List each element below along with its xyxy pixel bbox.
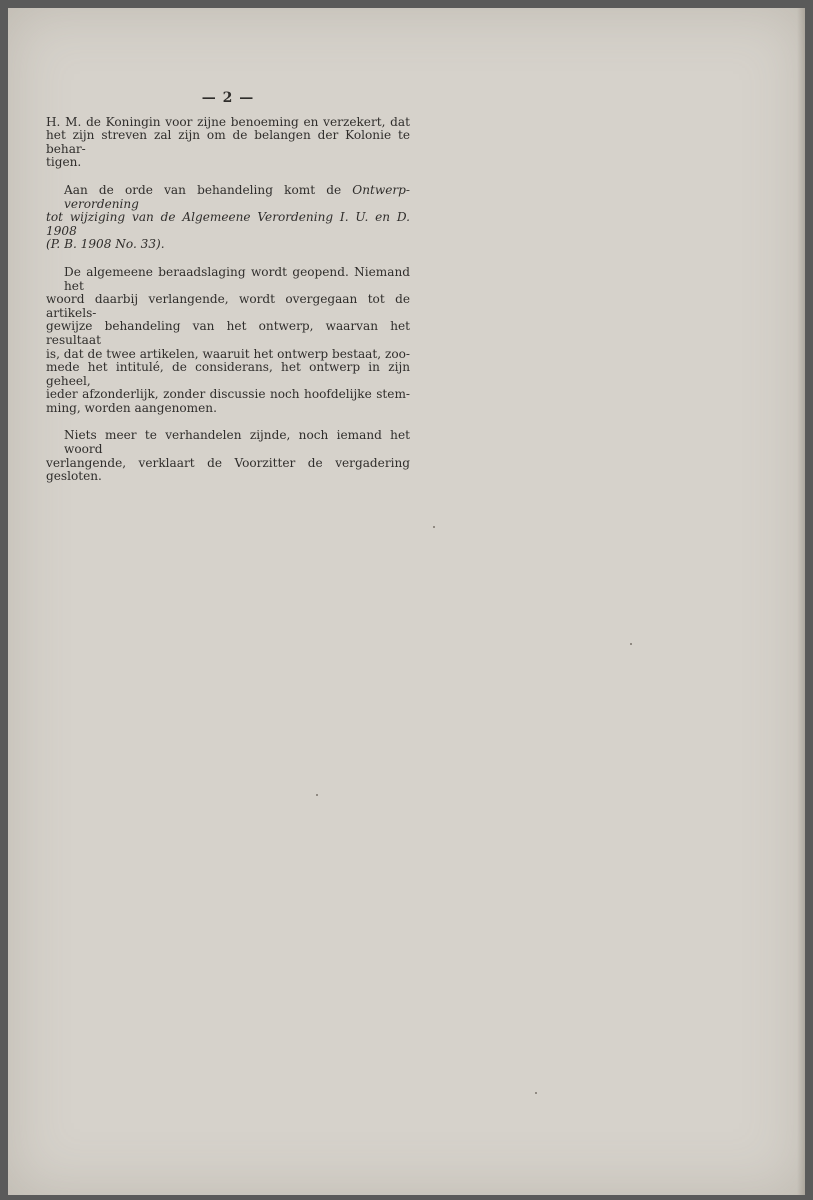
paper-speck — [535, 1092, 537, 1094]
text-line: het zijn streven zal zijn om de belangen der Kolonie te behar- — [46, 128, 410, 156]
text-line: mede het intitulé, de considerans, het ontwerp in zijn geheel, — [46, 360, 410, 388]
document-page — [8, 8, 805, 1195]
text-line: woord daarbij verlangende, wordt overgegaan tot de artikels- — [46, 292, 410, 320]
page-number: — 2 — — [201, 90, 255, 106]
text-line: ieder afzonderlijk, zonder discussie noch hoofdelijke stem- — [46, 387, 410, 402]
text-segment-italic: Ontwerp-verordening — [64, 182, 410, 211]
paragraph-3 — [46, 266, 410, 416]
text-line-italic: (P. B. 1908 No. 33). — [46, 237, 165, 252]
text-line — [46, 184, 410, 211]
text-line: De algemeene beraadslaging wordt geopend. Niemand het — [64, 264, 410, 293]
text-line: verlangende, verklaart de Voorzitter de vergadering gesloten. — [46, 455, 410, 484]
paragraph-1 — [46, 116, 410, 170]
text-line: gewijze behandeling van het ontwerp, waarvan het resultaat — [46, 319, 410, 347]
paper-speck — [316, 794, 318, 796]
paragraph-2 — [46, 184, 410, 252]
paragraph-4 — [46, 429, 410, 483]
paper-speck — [433, 526, 435, 528]
text-line-italic: tot wijziging van de Algemeene Verordening I. U. en D. 1908 — [46, 210, 410, 238]
text-line: tigen. — [46, 155, 82, 170]
text-line: is, dat de twee artikelen, waaruit het ontwerp bestaat, zoo- — [46, 346, 410, 361]
text-line: ming, worden aangenomen. — [46, 400, 217, 415]
text-column — [46, 92, 410, 498]
paper-speck — [630, 643, 632, 645]
text-line: Niets meer te verhandelen zijnde, noch iemand het woord — [64, 428, 410, 457]
text-segment: Aan de orde van behandeling komt de — [64, 182, 342, 197]
text-line: H. M. de Koningin voor zijne benoeming en verzekert, dat — [46, 114, 410, 129]
